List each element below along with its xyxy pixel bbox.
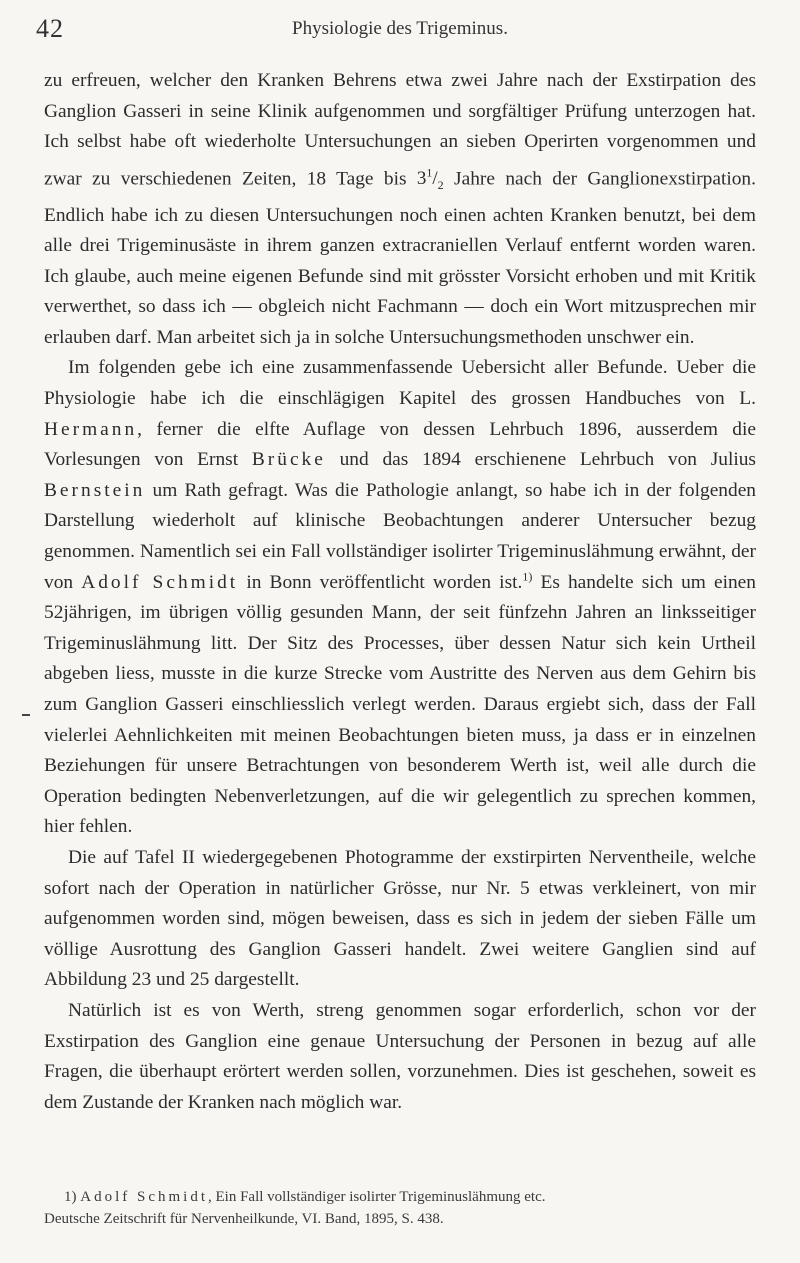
author-name: Adolf Schmidt — [81, 571, 239, 593]
footnotes — [44, 1186, 756, 1230]
author-name: Bernstein — [44, 479, 146, 501]
page-header — [0, 14, 800, 54]
author-name: Hermann — [44, 418, 138, 440]
page-number: 42 — [36, 14, 64, 43]
footnote-marker: 1) — [64, 1189, 77, 1205]
fraction: $3^1/_2$ — [416, 165, 444, 192]
author-name: Brücke — [251, 449, 326, 471]
paragraph: Im folgenden gebe ich eine zusammenfassende Uebersicht aller Befunde. Ueber die Physiologie habe ich die einschlägigen Kapitel des grossen Handbuches von L. Hermann, ferner die elfte Auflage von dessen Lehrbuch 1896, ausserdem die Vorlesungen von Ernst Brücke und das 1894 erschienene Lehrbuch von Julius Bernstein um Rath gefragt. Was die Pathologie anlangt, so habe ich in der folgenden Darstellung wiederholt auf klinische Beobachtungen anderer Untersucher bezug genommen. Namentlich sei ein Fall vollständiger isolirter Trigeminuslähmung erwähnt, der von Adolf Schmidt in Bonn veröffentlicht worden ist.$^{1)}$ Es handelte sich um einen 52jährigen, im übrigen völlig gesunden Mann, der seit fünfzehn Jahren an linksseitiger Trigeminuslähmung litt. Der Sitz des Processes, über dessen Natur sich kein Urtheil abgeben liess, musste in die kurze Strecke vom Austritte des Nerven aus dem Gehirn bis zum Ganglion Gasseri einschliesslich verlegt werden. Daraus ergiebt sich, dass der Fall vielerlei Aehnlichkeiten mit meinen Beobachtungen bieten muss, ja dass er in einzelnen Beziehungen für unsere Betrachtungen von besonderem Werth ist, weil alle durch die Operation bedingten Nebenverletzungen, auf die wir gelegentlich zu sprechen kommen, hier fehlen. — [44, 357, 756, 838]
footnote-reference: 1) — [522, 569, 533, 584]
footnote-author: Adolf Schmidt — [80, 1189, 208, 1205]
body-text — [44, 66, 756, 1118]
running-title: Physiologie des Trigeminus. — [292, 18, 508, 39]
paragraph: Die auf Tafel II wiedergegebenen Photogramme der exstirpirten Nerventheile, welche sofort nach der Operation in natürlicher Grösse, nur Nr. 5 etwas verkleinert, von mir aufgenommen worden sind, mögen beweisen, dass es sich in jedem der sieben Fälle um völlige Ausrottung des Ganglion Gasseri handelt. Zwei weitere Ganglien sind auf Abbildung 23 und 25 dargestellt. — [44, 846, 756, 991]
paragraph: Natürlich ist es von Werth, streng genommen sogar erforderlich, schon vor der Exstirpation des Ganglion eine genaue Untersuchung der Personen in bezug auf alle Fragen, die überhaupt erörtert werden sollen, vorzunehmen. Dies ist geschehen, soweit es dem Zustande der Kranken nach möglich war. — [44, 999, 756, 1113]
footnote-continuation: Deutsche Zeitschrift für Nervenheilkunde, VI. Band, 1895, S. 438. — [44, 1211, 444, 1227]
footnote: 1) Adolf Schmidt, Ein Fall vollständiger isolirter Trigeminuslähmung etc. — [64, 1189, 546, 1205]
paragraph: zu erfreuen, welcher den Kranken Behrens etwa zwei Jahre nach der Exstirpation des Ganglion Gasseri in seine Klinik aufgenommen und sorgfältiger Prüfung unterzogen hat. Ich selbst habe oft wiederholte Untersuchungen an sieben Operirten vorgenommen und zwar zu verschiedenen Zeiten, 18 Tage bis $3^1/_2$ Jahre nach der Ganglionexstirpation. Endlich habe ich zu diesen Untersuchungen noch einen achten Kranken benutzt, bei dem alle drei Trigeminusäste in ihrem ganzen extracraniellen Verlauf entfernt worden waren. Ich glaube, auch meine eigenen Befunde sind mit grösster Vorsicht erhoben und mit Kritik verwerthet, so dass ich — obgleich nicht Fachmann — doch ein Wort mitzusprechen mir erlauben darf. Man arbeitet sich ja in solche Untersuchungsmethoden unschwer ein. — [44, 70, 756, 348]
margin-mark — [22, 714, 30, 716]
